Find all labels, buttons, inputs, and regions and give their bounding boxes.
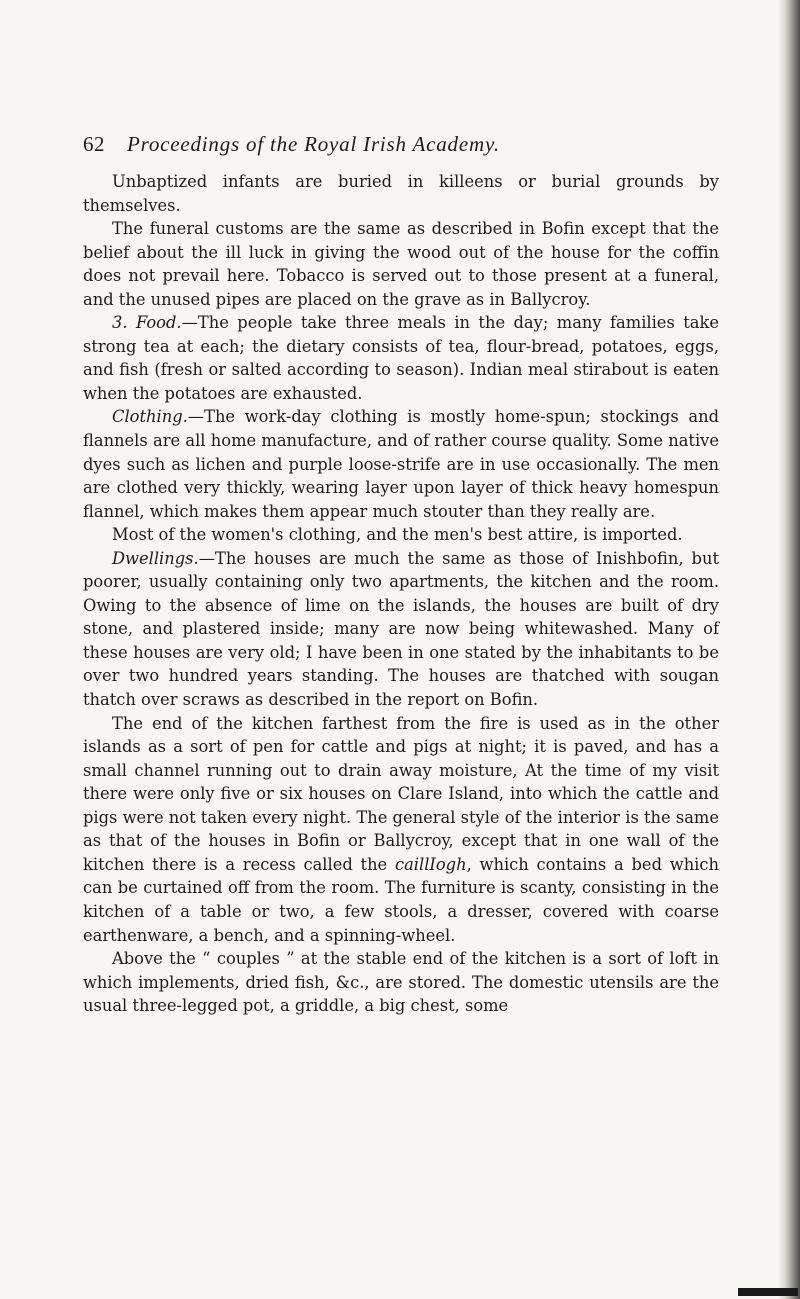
caillIogh-term: caillIogh (394, 854, 467, 874)
kitchen-text-start: The end of the kitchen farthest from the fire is used as in the other islands as a sort of pen for cattle and pigs at night; it is paved, and has a small channel running out to drain away moisture, At the time of my visit there were only five or six houses on Clare Island, into which the cattle and pigs were not taken every night. The general style of the interior is the same as that of the houses in Bofin or Ballycroy, except that in one wall of the kitchen there is a recess called the (83, 713, 719, 874)
paragraph-unbaptized-infants: Unbaptized infants are buried in killeens or burial grounds by themselves. (83, 172, 719, 215)
paragraph-dwellings (83, 547, 719, 712)
scan-edge-mark (738, 1288, 798, 1296)
dwellings-text: —The houses are much the same as those of Inishbofin, but poorer, usually containing only two apartments, the kitchen and the room. Owing to the absence of lime on the islands, the houses are built of dry stone, and plastered inside; many are now being whitewashed. Many of these houses are very old; I have been in one stated by the inhabitants to be over two hundred years standing. The houses are thatched with sougan thatch over scraws as described in the report on Bofin. (83, 548, 719, 710)
dwellings-heading: Dwellings. (112, 548, 199, 568)
page-number: 62 (83, 132, 105, 156)
clothing-text: —The work-day clothing is mostly home-spun; stockings and flannels are all home manufacture, and of rather course quality. Some native dyes such as lichen and purple loose-strife are in use occasionally. The men are clothed very thickly, wearing layer upon layer of thick heavy homespun flannel, which makes them appear much stouter than they really are. (83, 407, 719, 521)
food-text: —The people take three meals in the day; many families take strong tea at each; the dietary consists of tea, flour-bread, potatoes, eggs, and fish (fresh or salted according to season). Indian meal stirabout is eaten when the potatoes are exhausted. (83, 313, 719, 403)
food-heading: 3. Food. (112, 313, 182, 333)
paragraph-food (83, 311, 719, 405)
kitchen-text-end: , which contains a bed which can be curtained off from the room. The furniture is scanty, consisting in the kitchen of a table or two, a few stools, a dresser, covered with coarse earthenware, a bench, and a spinning-wheel. (83, 854, 719, 945)
page-binding-edge (778, 0, 800, 1299)
paragraph-funeral-customs: The funeral customs are the same as described in Bofin except that the belief about the ill luck in giving the wood out of the house for the coffin does not prevail here. Tobacco is served out to those present at a funeral, and the unused pipes are placed on the grave as in Ballycroy. (83, 219, 719, 309)
running-head (83, 132, 723, 160)
paragraph-loft: Above the “ couples ” at the stable end of the kitchen is a sort of loft in which implements, dried fish, &c., are stored. The domestic utensils are the usual three-legged pot, a griddle, a big chest, some (83, 949, 719, 1016)
clothing-heading: Clothing. (112, 407, 188, 427)
journal-title: Proceedings of the Royal Irish Academy. (127, 132, 500, 156)
paragraph-kitchen (83, 712, 719, 947)
paragraph-clothing (83, 405, 719, 523)
paragraph-imported-clothing: Most of the women's clothing, and the men's best attire, is imported. (112, 525, 683, 545)
body-text (83, 170, 719, 1018)
